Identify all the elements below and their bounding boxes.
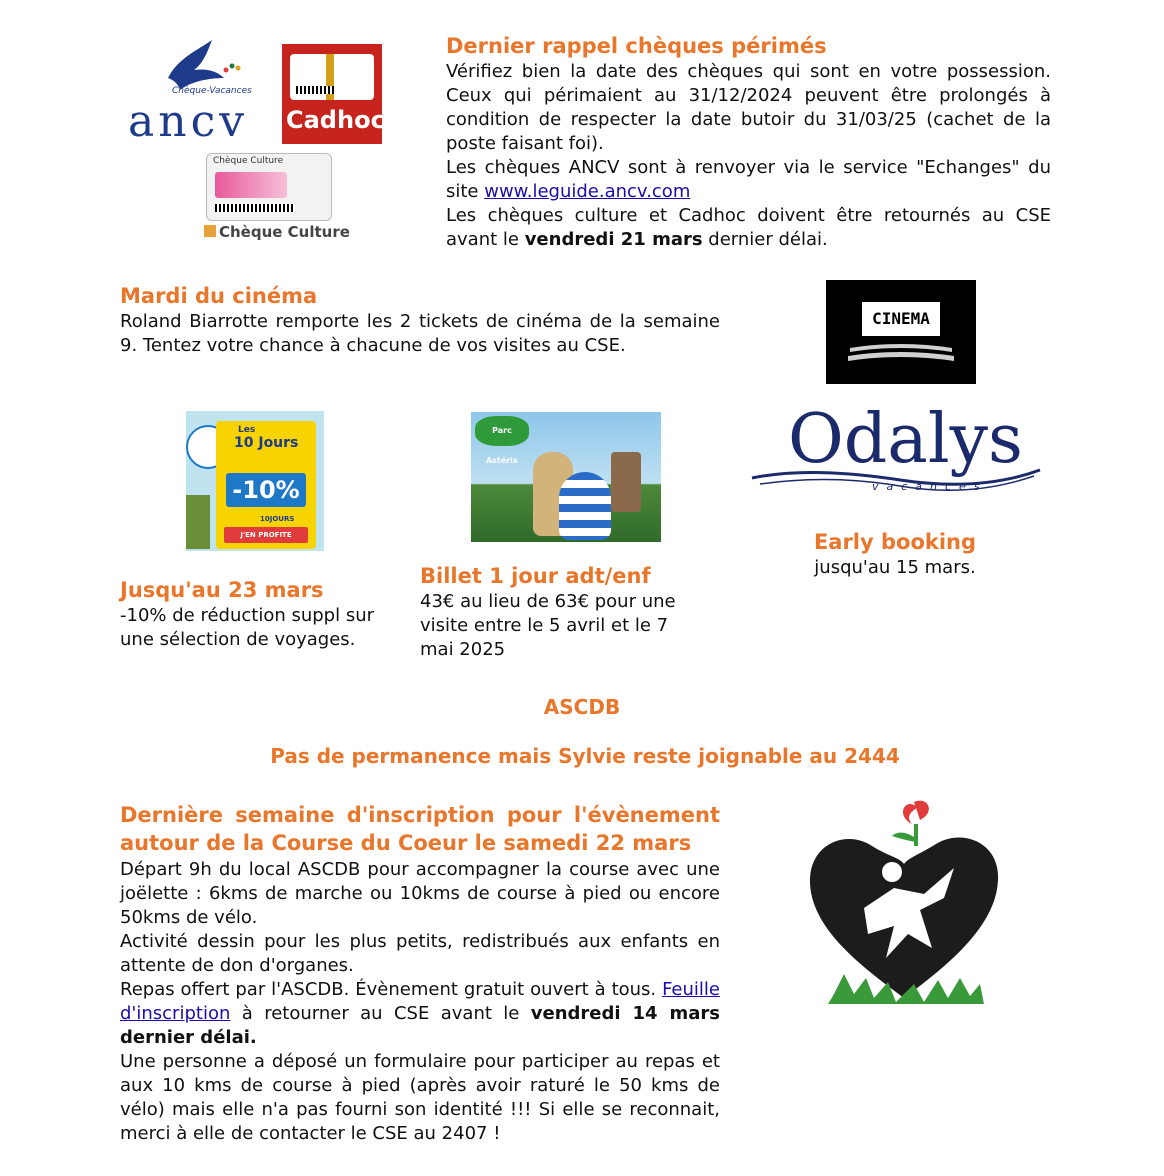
billet-text: 43€ au lieu de 63€ pour une visite entre le 5 avril et le 7 mai 2025 xyxy=(420,591,676,660)
odalys-text: jusqu'au 15 mars. xyxy=(814,557,976,578)
cheque-culture-card-label: Chèque Culture xyxy=(213,156,284,166)
cinema-seats-icon xyxy=(846,342,956,364)
course-du-coeur-heart-icon xyxy=(804,798,1004,1008)
inscription-link[interactable]: Feuille d'inscription xyxy=(120,979,720,1024)
voyages-cta: J'EN PROFITE xyxy=(224,527,308,543)
ascdb-title: ASCDB xyxy=(543,695,621,719)
rappel-paragraph-3: Les chèques culture et Cadhoc doivent être retournés au CSE avant le vendredi 21 mars dernier délai. xyxy=(446,205,1051,250)
course-body xyxy=(120,858,720,1146)
rappel-paragraph-2: Les chèques ANCV sont à renvoyer via le service "Echanges" du site www.leguide.ancv.com xyxy=(446,157,1051,202)
cinema-screen: CINEMA xyxy=(862,302,940,336)
cinema-image xyxy=(826,280,976,384)
cadhoc-logo xyxy=(282,44,385,144)
voyages-discount: -10% xyxy=(226,473,306,507)
ancv-small-label: Chèque-Vacances xyxy=(172,86,252,96)
rappel-paragraph-1: Vérifiez bien la date des chèques qui sont en votre possession. Ceux qui périmaient au 31/12/2024 peuvent être prolongés à condition de respecter la date butoir du 31/03/25 (cachet de la poste faisant foi). xyxy=(446,61,1051,154)
voyages-10jours: 10 Jours xyxy=(234,435,299,451)
course-paragraph-2: Activité dessin pour les plus petits, redistribués aux enfants en attente de don d'organes. xyxy=(120,931,720,976)
course-title: Dernière semaine d'inscription pour l'évènement autour de la Course du Coeur le samedi 22 mars xyxy=(120,803,720,855)
ancv-logo xyxy=(128,38,268,147)
rappel-title: Dernier rappel chèques périmés xyxy=(446,34,827,58)
cheque-culture-card xyxy=(206,153,332,221)
odalys-logo xyxy=(750,400,1044,510)
course-paragraph-4: Une personne a déposé un formulaire pour participer au repas et aux 10 kms de course à pied (après avoir raturé le 50 kms de vélo) mais elle n'a pas fourni son identité !!! Si elle se reconnait, merci à elle de contacter le CSE au 2407 ! xyxy=(120,1051,720,1144)
voyages-title: Jusqu'au 23 mars xyxy=(120,578,324,602)
course-paragraph-3: Repas offert par l'ASCDB. Évènement gratuit ouvert à tous. Feuille d'inscription à retourner au CSE avant le vendredi 14 mars dernier délai. xyxy=(120,979,720,1048)
cadhoc-label: Cadhoc xyxy=(286,106,385,134)
cheque-culture-icon xyxy=(204,225,216,237)
ascdb-subtitle: Pas de permanence mais Sylvie reste joignable au 2444 xyxy=(270,744,900,768)
voyages-carrefour-image xyxy=(186,411,324,551)
billet-title: Billet 1 jour adt/enf xyxy=(420,564,651,588)
odalys-wordmark: Odalys xyxy=(788,400,1023,479)
voyages-offer-card: Les 10 Jours -10% 10JOURS J'EN PROFITE xyxy=(216,421,316,549)
odalys-sub: vacances xyxy=(872,480,988,493)
gift-card-icon xyxy=(290,54,374,100)
course-paragraph-1: Départ 9h du local ASCDB pour accompagner la course avec une joëlette : 6kms de marche ou 10kms de course à pied ou encore 50kms de vélo. xyxy=(120,859,720,928)
rappel-body xyxy=(446,60,1051,252)
ancv-wordmark: ancv xyxy=(128,96,249,147)
cinema-title: Mardi du cinéma xyxy=(120,284,318,308)
obelix-figure xyxy=(559,472,611,540)
cheque-culture-logo-label: Chèque Culture xyxy=(204,223,350,241)
parc-asterix-logo: Parc Astérix xyxy=(475,416,529,446)
odalys-title: Early booking xyxy=(813,530,977,554)
voyages-text: -10% de réduction suppl sur une sélection de voyages. xyxy=(120,605,375,650)
ancv-site-link[interactable]: www.leguide.ancv.com xyxy=(484,181,691,202)
parc-asterix-image xyxy=(471,412,661,542)
cinema-text: Roland Biarrotte remporte les 2 tickets de cinéma de la semaine 9. Tentez votre chance à chacune de vos visites au CSE. xyxy=(120,311,720,356)
voyages-code: 10JOURS xyxy=(260,515,295,523)
